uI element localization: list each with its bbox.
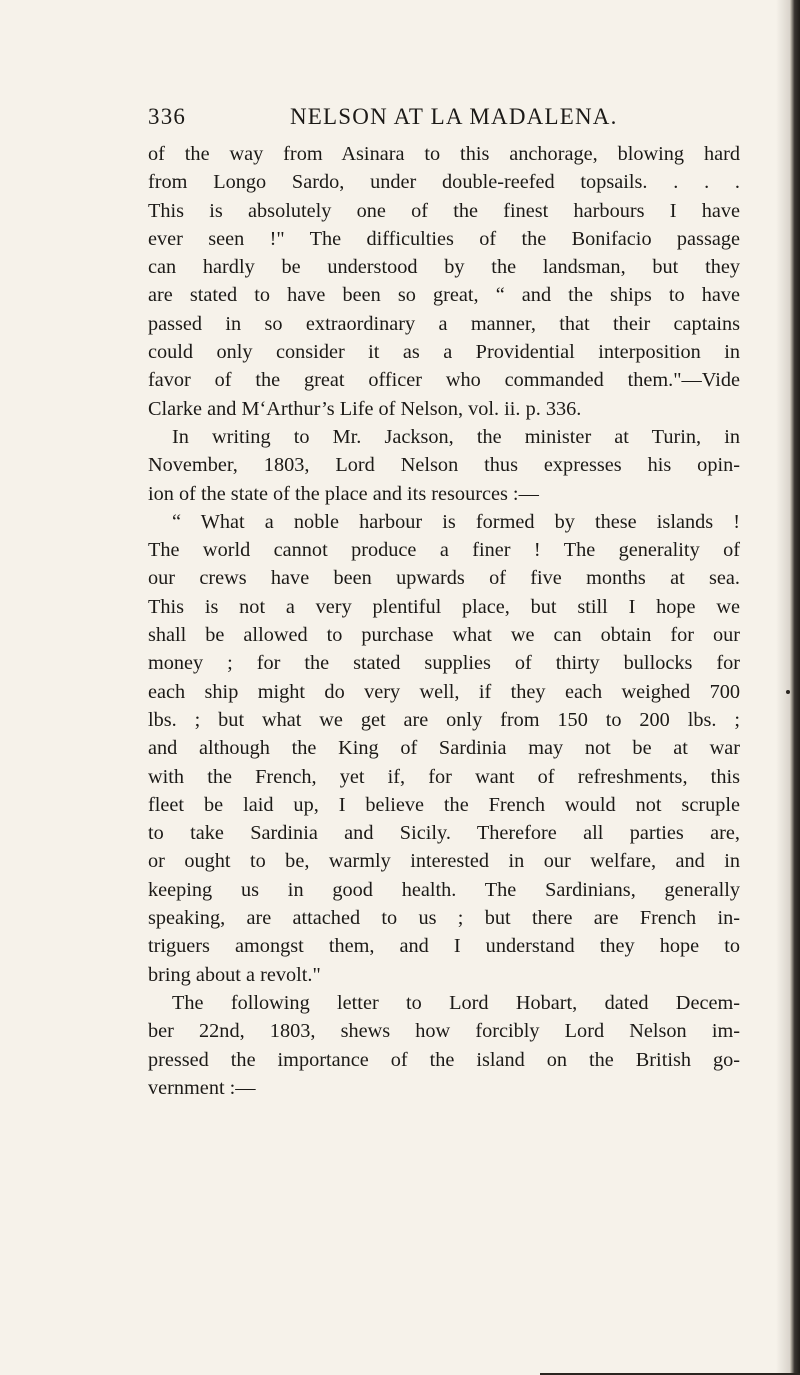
text-line: ever seen !" The difficulties of the Bonifacio passage (148, 227, 740, 250)
text-line: This is absolutely one of the finest harbours I have (148, 199, 740, 222)
text-line: The following letter to Lord Hobart, dated Decem- (172, 991, 740, 1014)
text-line: each ship might do very well, if they each weighed 700 (148, 680, 740, 703)
text-line: “ What a noble harbour is formed by these islands ! (172, 510, 740, 533)
page-edge (790, 0, 800, 1375)
text-line: to take Sardinia and Sicily. Therefore all parties are, (148, 822, 740, 845)
text-line: from Longo Sardo, under double-reefed topsails. . . . (148, 171, 740, 194)
text-line: of the way from Asinara to this anchorage, blowing hard (148, 143, 740, 165)
text-line: money ; for the stated supplies of thirty bullocks for (148, 652, 740, 675)
text-line: lbs. ; but what we get are only from 150 to 200 lbs. ; (148, 708, 740, 731)
text-line: with the French, yet if, for want of refreshments, this (148, 765, 740, 788)
text-line: passed in so extraordinary a manner, that their captains (148, 312, 740, 335)
text-line: and although the King of Sardinia may not be at war (148, 737, 740, 760)
text-line: fleet be laid up, I believe the French would not scruple (148, 793, 740, 816)
page-edge-shadow (776, 0, 790, 1375)
ink-speck (786, 690, 790, 694)
text-line: triguers amongst them, and I understand they hope to (148, 935, 740, 958)
text-line: favor of the great officer who commanded them."—Vide (148, 369, 740, 392)
text-line: In writing to Mr. Jackson, the minister at Turin, in (172, 425, 740, 448)
text-line: bring about a revolt." (148, 963, 321, 986)
page-number: 336 (148, 104, 187, 129)
page-header (148, 86, 738, 129)
text-line: shall be allowed to purchase what we can obtain for our (148, 624, 740, 647)
text-line: vernment :— (148, 1076, 256, 1099)
text-line: or ought to be, warmly interested in our welfare, and in (148, 850, 740, 873)
text-line: Clarke and M‘Arthur’s Life of Nelson, vol. ii. p. 336. (148, 397, 582, 420)
text-line: speaking, are attached to us ; but there are French in- (148, 907, 740, 930)
text-line: November, 1803, Lord Nelson thus expresses his opin- (148, 454, 740, 477)
text-line: ber 22nd, 1803, shews how forcibly Lord Nelson im- (148, 1020, 740, 1043)
text-line: The world cannot produce a finer ! The generality of (148, 539, 740, 562)
text-line: could only consider it as a Providential interposition in (148, 341, 740, 364)
text-line: our crews have been upwards of five months at sea. (148, 567, 740, 590)
text-line: can hardly be understood by the landsman, but they (148, 256, 740, 279)
text-line: keeping us in good health. The Sardinians, generally (148, 878, 740, 901)
text-line: ion of the state of the place and its resources :— (148, 482, 539, 505)
text-line: This is not a very plentiful place, but still I hope we (148, 595, 740, 618)
text-line: are stated to have been so great, “ and the ships to have (148, 284, 740, 307)
body-text (148, 140, 740, 1102)
text-line: pressed the importance of the island on the British go- (148, 1048, 740, 1071)
running-head: NELSON AT LA MADALENA. (290, 104, 618, 129)
